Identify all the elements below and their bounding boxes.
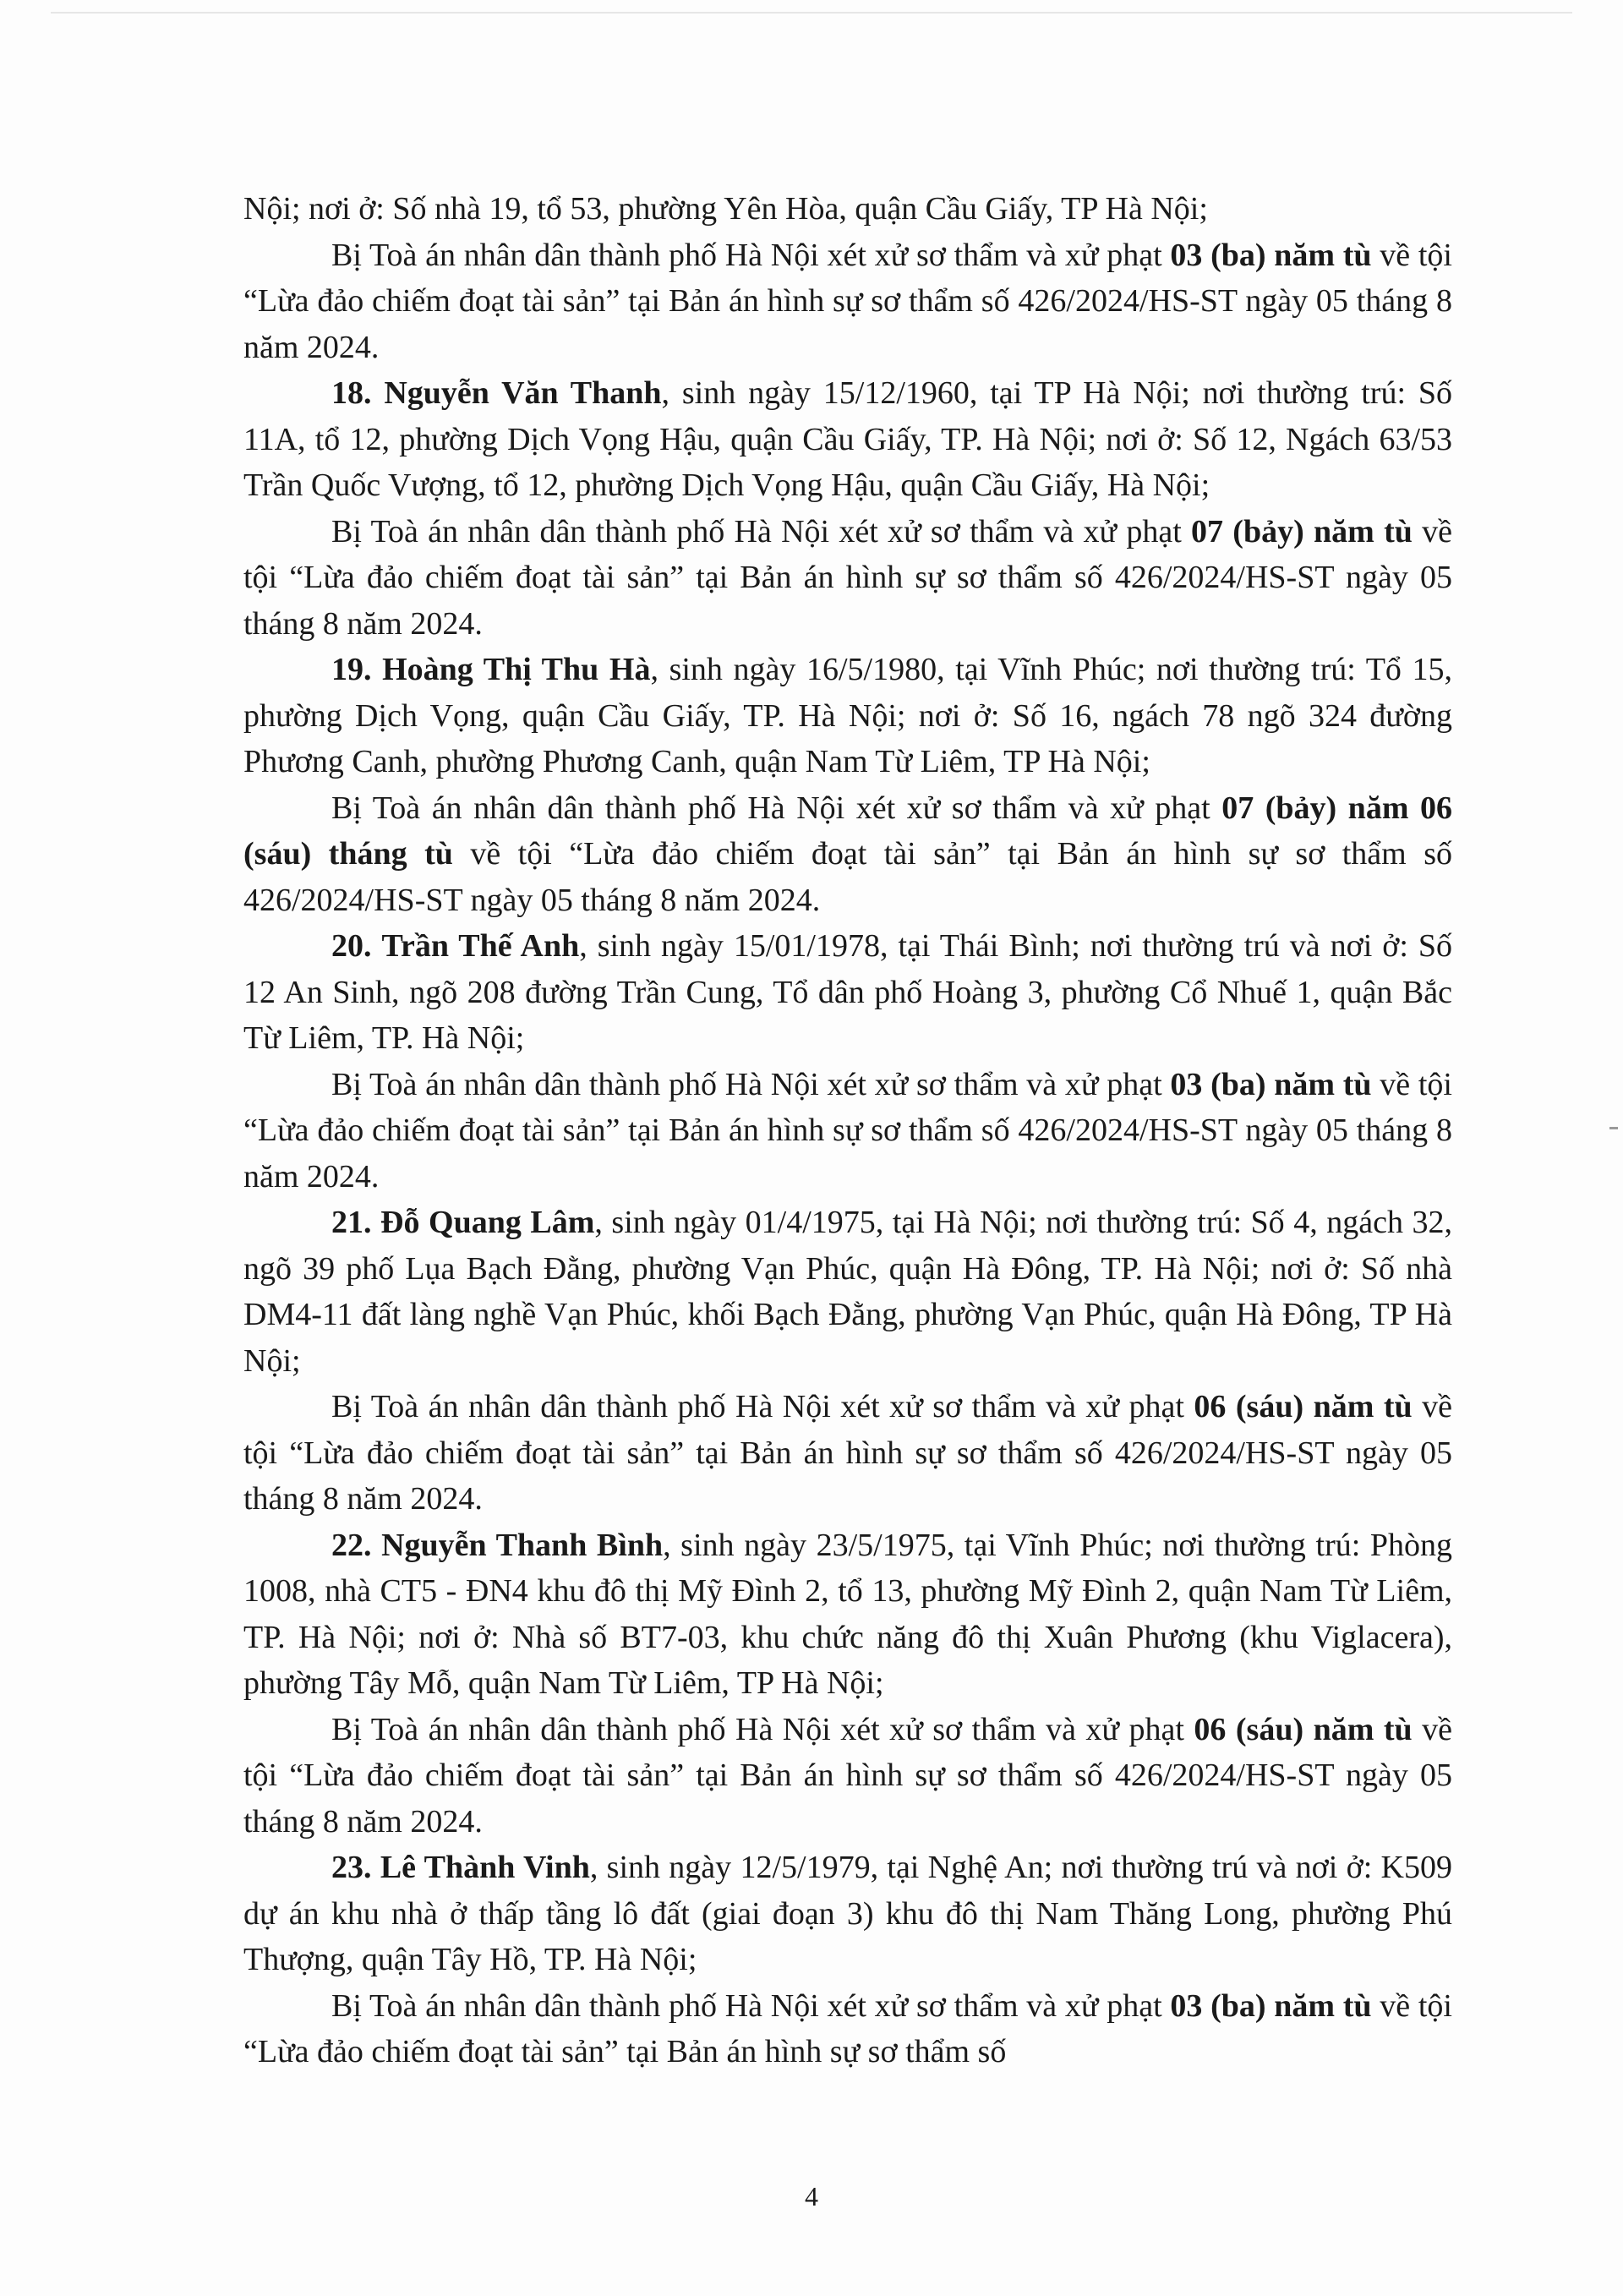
paragraph-continuation: Nội; nơi ở: Số nhà 19, tổ 53, phường Yên Hòa, quận Cầu Giấy, TP Hà Nội;	[243, 191, 1208, 227]
defendant-name: Đỗ Quang Lâm	[380, 1205, 595, 1240]
sentence-paragraph-19: Bị Toà án nhân dân thành phố Hà Nội xét xử sơ thẩm và xử phạt 07 (bảy) năm 06 (sáu) tháng tù về tội “Lừa đảo chiếm đoạt tài sản” tại Bản án hình sự sơ thẩm số 426/2024/HS-ST ngày 05 tháng 8 năm 2024.	[243, 790, 1452, 918]
page-number: 4	[805, 2181, 818, 2211]
sentence-paragraph-23: Bị Toà án nhân dân thành phố Hà Nội xét xử sơ thẩm và xử phạt 03 (ba) năm tù về tội “Lừa đảo chiếm đoạt tài sản” tại Bản án hình sự sơ thẩm số	[243, 1987, 1452, 2069]
sentence-term: 06 (sáu) năm tù	[1194, 1711, 1413, 1747]
defendant-paragraph-22: 22. Nguyễn Thanh Bình, sinh ngày 23/5/1975, tại Vĩnh Phúc; nơi thường trú: Phòng 1008, nhà CT5 - ĐN4 khu đô thị Mỹ Đình 2, tổ 13, phường Mỹ Đình 2, quận Nam Từ Liêm, TP. Hà Nội; nơi ở: Nhà số BT7-03, khu chức năng đô thị Xuân Phương (khu Viglacera), phường Tây Mỗ, quận Nam Từ Liêm, TP Hà Nội;	[243, 1527, 1453, 1701]
sentence-paragraph-18: Bị Toà án nhân dân thành phố Hà Nội xét xử sơ thẩm và xử phạt 07 (bảy) năm tù về tội “Lừa đảo chiếm đoạt tài sản” tại Bản án hình sự sơ thẩm số 426/2024/HS-ST ngày 05 tháng 8 năm 2024.	[243, 513, 1452, 642]
sentence-paragraph-20: Bị Toà án nhân dân thành phố Hà Nội xét xử sơ thẩm và xử phạt 03 (ba) năm tù về tội “Lừa đảo chiếm đoạt tài sản” tại Bản án hình sự sơ thẩm số 426/2024/HS-ST ngày 05 tháng 8 năm 2024.	[243, 1066, 1452, 1194]
sentence-term: 07 (bảy) năm tù	[1191, 513, 1413, 549]
defendant-paragraph-18: 18. Nguyễn Văn Thanh, sinh ngày 15/12/1960, tại TP Hà Nội; nơi thường trú: Số 11A, tổ 12, phường Dịch Vọng Hậu, quận Cầu Giấy, TP. Hà Nội; nơi ở: Số 12, Ngách 63/53 Trần Quốc Vượng, tổ 12, phường Dịch Vọng Hậu, quận Cầu Giấy, Hà Nội;	[243, 375, 1452, 503]
defendant-name: Trần Thế Anh	[381, 928, 580, 964]
defendant-paragraph-20: 20. Trần Thế Anh, sinh ngày 15/01/1978, tại Thái Bình; nơi thường trú và nơi ở: Số 12 An Sinh, ngõ 208 đường Trần Cung, Tổ dân phố Hoàng 3, phường Cổ Nhuế 1, quận Bắc Từ Liêm, TP. Hà Nội;	[243, 928, 1453, 1056]
sentence-term: 06 (sáu) năm tù	[1194, 1389, 1413, 1424]
defendant-paragraph-21: 21. Đỗ Quang Lâm, sinh ngày 01/4/1975, tại Hà Nội; nơi thường trú: Số 4, ngách 32, ngõ 39 phố Lụa Bạch Đằng, phường Vạn Phúc, quận Hà Đông, TP. Hà Nội; nơi ở: Số nhà DM4-11 đất làng nghề Vạn Phúc, khối Bạch Đằng, phường Vạn Phúc, quận Hà Đông, TP Hà Nội;	[243, 1205, 1452, 1379]
defendant-number: 23.	[331, 1850, 372, 1885]
sentence-paragraph-17: Bị Toà án nhân dân thành phố Hà Nội xét xử sơ thẩm và xử phạt 03 (ba) năm tù về tội “Lừa đảo chiếm đoạt tài sản” tại Bản án hình sự sơ thẩm số 426/2024/HS-ST ngày 05 tháng 8 năm 2024.	[243, 237, 1452, 365]
sentence-paragraph-22: Bị Toà án nhân dân thành phố Hà Nội xét xử sơ thẩm và xử phạt 06 (sáu) năm tù về tội “Lừa đảo chiếm đoạt tài sản” tại Bản án hình sự sơ thẩm số 426/2024/HS-ST ngày 05 tháng 8 năm 2024.	[243, 1711, 1453, 1840]
defendant-number: 19.	[331, 652, 372, 687]
defendant-number: 21.	[331, 1205, 372, 1240]
defendant-paragraph-19: 19. Hoàng Thị Thu Hà, sinh ngày 16/5/1980, tại Vĩnh Phúc; nơi thường trú: Tổ 15, phường Dịch Vọng, quận Cầu Giấy, TP. Hà Nội; nơi ở: Số 16, ngách 78 ngõ 324 đường Phương Canh, phường Phương Canh, quận Nam Từ Liêm, TP Hà Nội;	[243, 652, 1453, 779]
sentence-term: 07 (bảy) năm 06 (sáu) tháng tù	[243, 790, 1452, 872]
defendant-name: Lê Thành Vinh	[380, 1850, 590, 1885]
defendant-name: Nguyễn Thanh Bình	[381, 1527, 664, 1563]
sentence-term: 03 (ba) năm tù	[1170, 237, 1372, 273]
defendant-paragraph-23: 23. Lê Thành Vinh, sinh ngày 12/5/1979, tại Nghệ An; nơi thường trú và nơi ở: K509 dự án khu nhà ở thấp tầng lô đất (giai đoạn 3) khu đô thị Nam Thăng Long, phường Phú Thượng, quận Tây Hồ, TP. Hà Nội;	[243, 1850, 1453, 1977]
sentence-term: 03 (ba) năm tù	[1170, 1987, 1372, 2024]
defendant-name: Nguyễn Văn Thanh	[384, 375, 662, 411]
page-top-edge	[51, 12, 1572, 14]
sentence-term: 03 (ba) năm tù	[1170, 1066, 1372, 1102]
sentence-paragraph-21: Bị Toà án nhân dân thành phố Hà Nội xét xử sơ thẩm và xử phạt 06 (sáu) năm tù về tội “Lừa đảo chiếm đoạt tài sản” tại Bản án hình sự sơ thẩm số 426/2024/HS-ST ngày 05 tháng 8 năm 2024.	[243, 1389, 1453, 1517]
defendant-number: 18.	[331, 375, 372, 411]
defendant-number: 20.	[331, 928, 372, 964]
scan-artifact-mark	[1609, 1127, 1618, 1129]
document-body	[243, 186, 1452, 2075]
defendant-number: 22.	[331, 1527, 372, 1563]
defendant-name: Hoàng Thị Thu Hà	[382, 652, 651, 687]
